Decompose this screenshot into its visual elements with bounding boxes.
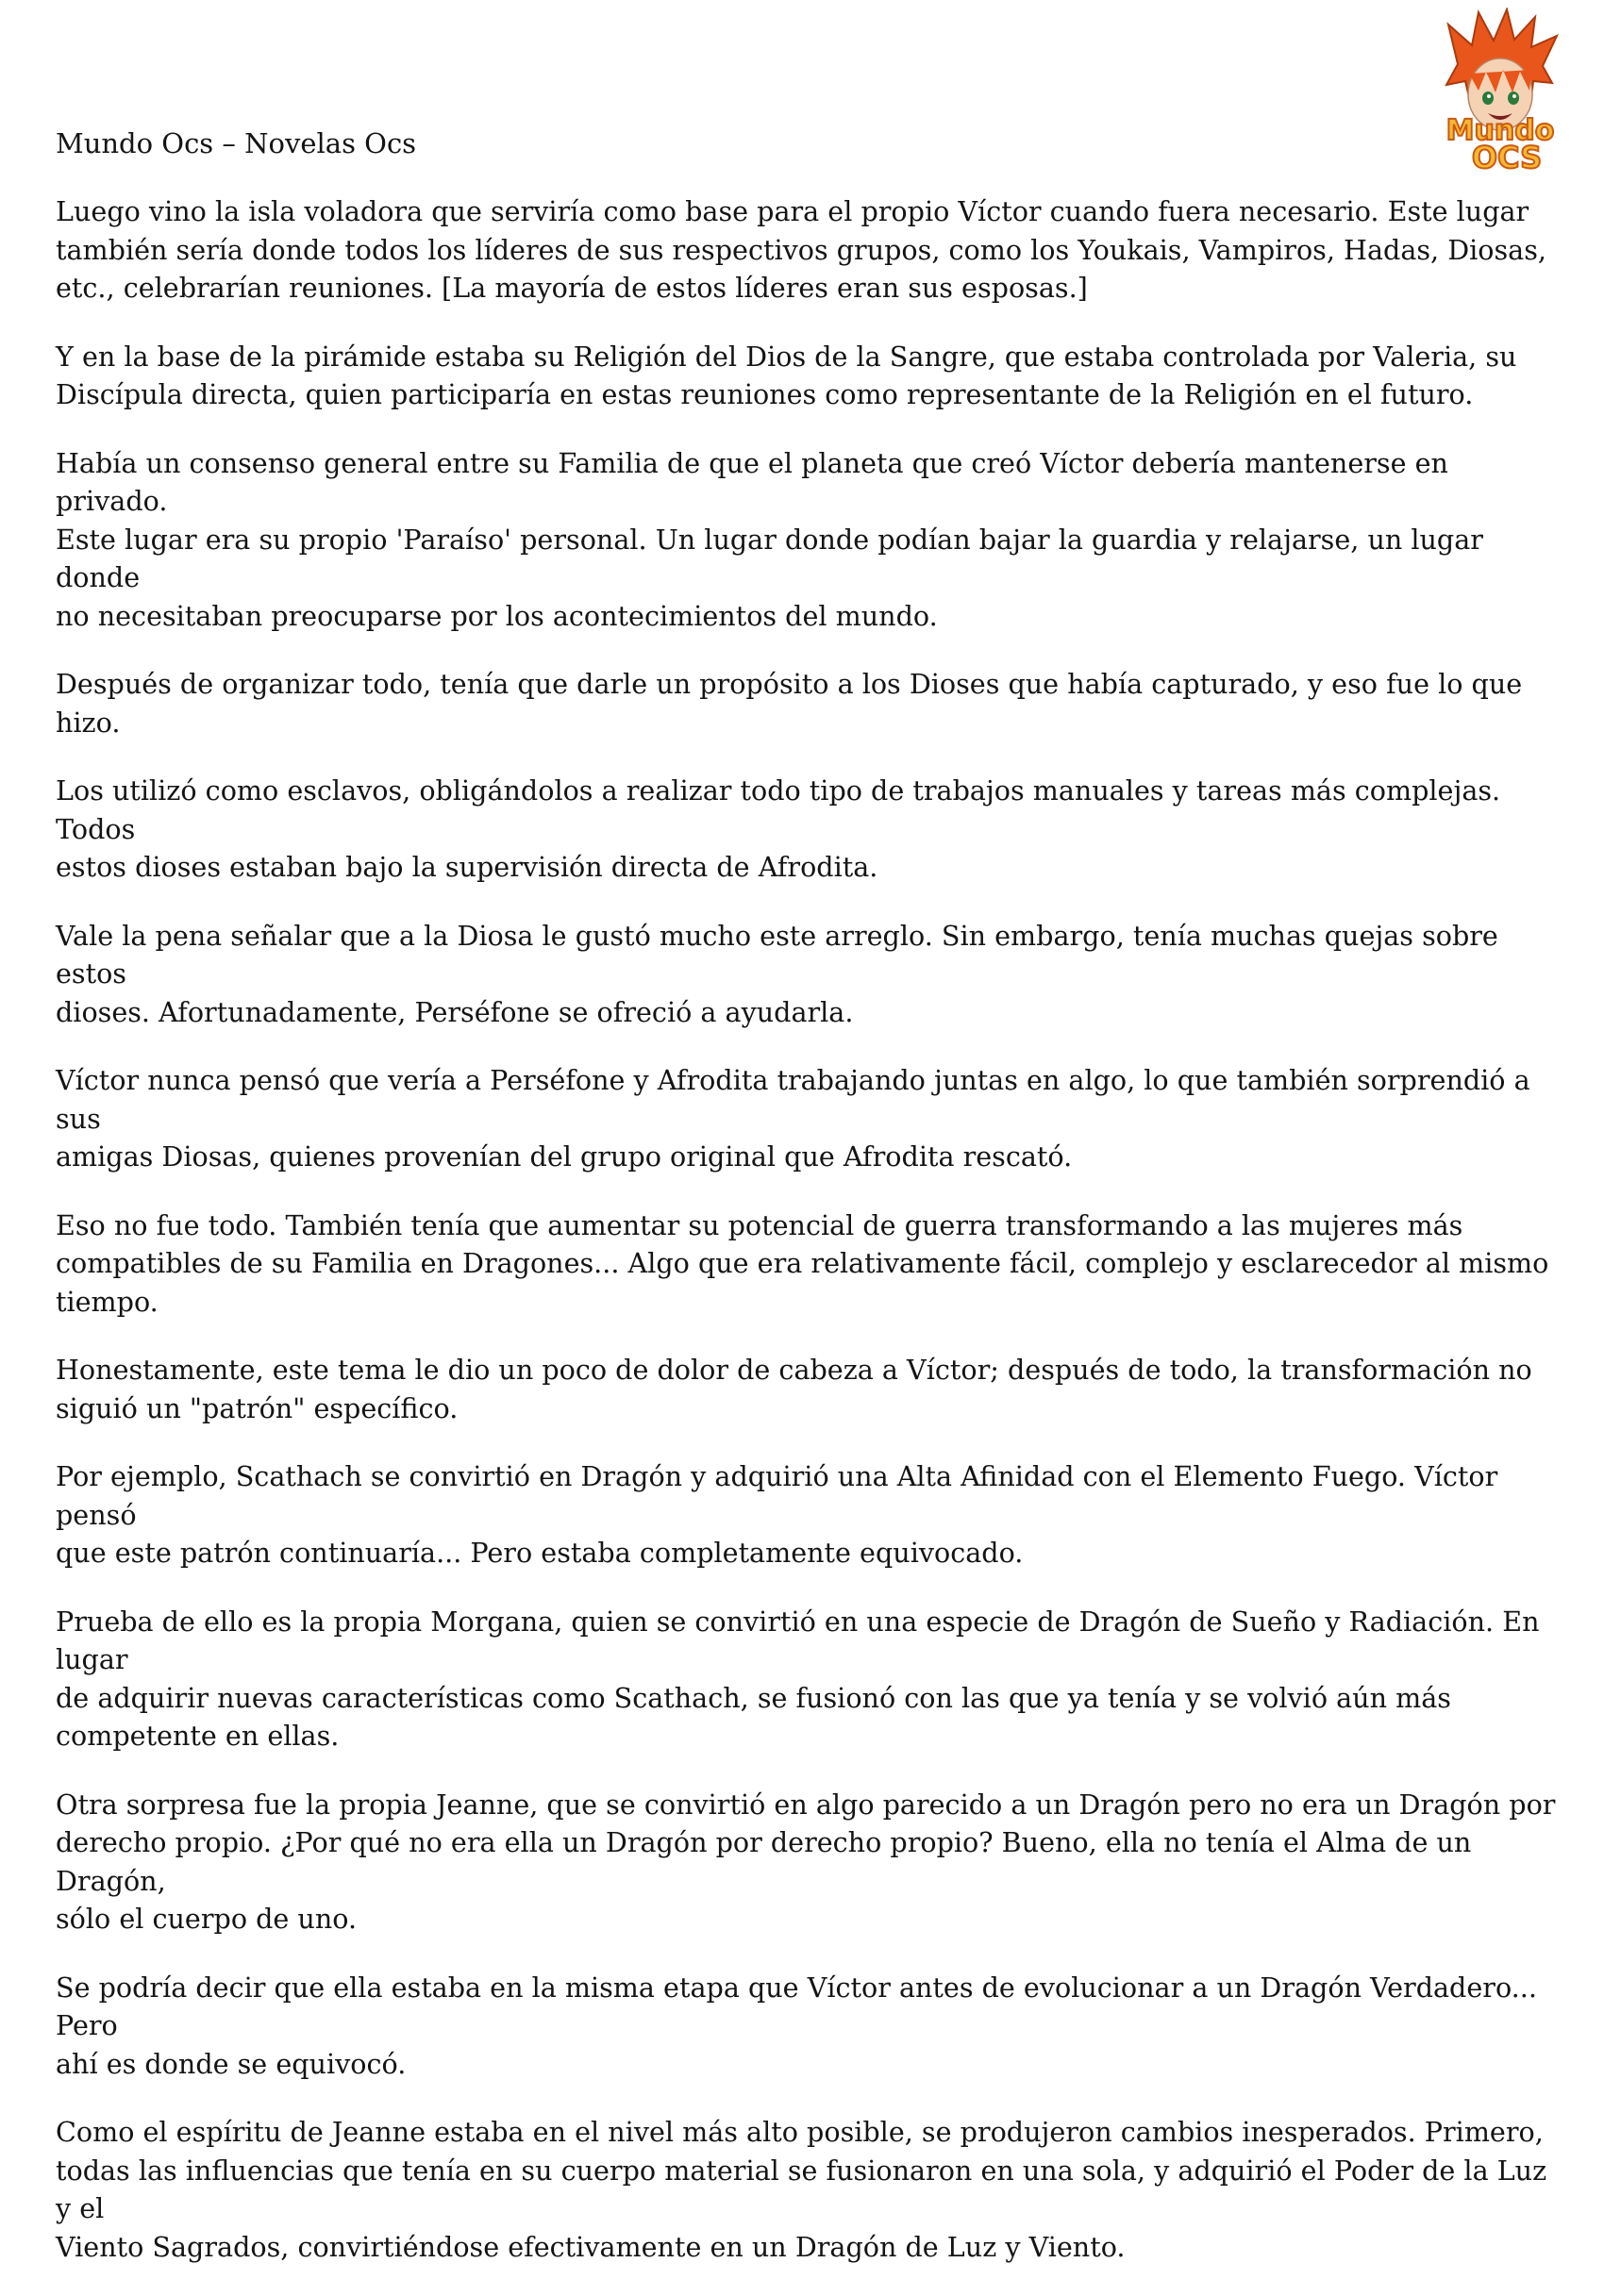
- paragraph: Otra sorpresa fue la propia Jeanne, que se convirtió en algo parecido a un Dragón pero no era un Dragón por derecho propio. ¿Por qué no era ella un Dragón por derecho propio? Bueno, ella no tenía el Alma de un Dragón, sólo el cuerpo de uno.: [56, 1788, 1556, 1935]
- paragraph: Prueba de ello es la propia Morgana, quien se convirtió en una especie de Dragón de Sueño y Radiación. En lugar de adquirir nuevas características como Scathach, se fusionó con las que ya tenía y se volvió aún más competente en ellas.: [56, 1605, 1540, 1752]
- paragraph: Había un consenso general entre su Familia de que el planeta que creó Víctor debería mantenerse en privado. Este lugar era su propio 'Paraíso' personal. Un lugar donde podían bajar la guardia y relajarse, un lugar donde no necesitaban preocuparse por los acontecimientos del mundo.: [56, 446, 1483, 632]
- paragraph: Vale la pena señalar que a la Diosa le gustó mucho este arreglo. Sin embargo, tenía muchas quejas sobre estos dioses. Afortunadamente, Perséfone se ofreció a ayudarla.: [56, 919, 1498, 1028]
- paragraph: Después de organizar todo, tenía que darle un propósito a los Dioses que había capturado, y eso fue lo que hizo.: [56, 668, 1523, 739]
- paragraph: Por ejemplo, Scathach se convirtió en Dragón y adquirió una Alta Afinidad con el Elemento Fuego. Víctor pensó que este patrón continuaría... Pero estaba completamente equivocado.: [56, 1460, 1498, 1569]
- paragraph: Eso no fue todo. También tenía que aumentar su potencial de guerra transformando a las mujeres más compatibles de su Familia en Dragones... Algo que era relativamente fácil, complejo y esclarecedor al mismo tiempo.: [56, 1208, 1549, 1318]
- paragraph: Como el espíritu de Jeanne estaba en el nivel más alto posible, se produjeron cambios inesperados. Primero, todas las influencias que tenía en su cuerpo material se fusionaron en una sola, y adquirió el Poder de la Luz y el Viento Sagrados, convirtiéndose efectivamente en un Dragón de Luz y Viento.: [56, 2116, 1547, 2263]
- paragraph: Se podría decir que ella estaba en la misma etapa que Víctor antes de evolucionar a un Dragón Verdadero... Pero ahí es donde se equivocó.: [56, 1971, 1537, 2080]
- document-body: [56, 192, 1565, 2296]
- paragraph: Víctor nunca pensó que vería a Perséfone y Afrodita trabajando juntas en algo, lo que también sorprendió a sus amigas Diosas, quienes provenían del grupo original que Afrodita rescató.: [56, 1064, 1530, 1173]
- mundo-ocs-logo-icon: [1420, 8, 1580, 173]
- paragraph: Honestamente, este tema le dio un poco de dolor de cabeza a Víctor; después de todo, la transformación no siguió un "patrón" específico.: [56, 1354, 1532, 1424]
- logo-text-line2: OCS: [1471, 140, 1543, 173]
- paragraph: Y en la base de la pirámide estaba su Religión del Dios de la Sangre, que estaba controlada por Valeria, su Discípula directa, quien participaría en estas reuniones como representante de la Religión en el futuro.: [56, 340, 1517, 410]
- logo-text-line1: Mundo: [1445, 114, 1555, 147]
- paragraph: Los utilizó como esclavos, obligándolos a realizar todo tipo de trabajos manuales y tareas más complejas. Todos estos dioses estaban bajo la supervisión directa de Afrodita.: [56, 774, 1501, 883]
- paragraph: Luego vino la isla voladora que serviría como base para el propio Víctor cuando fuera necesario. Este lugar también sería donde todos los líderes de sus respectivos grupos, como los Youkais, Vampiros, Hadas, Diosas, etc., celebrarían reuniones. [La mayoría de estos líderes eran sus esposas.]: [56, 195, 1546, 304]
- page-header: Mundo Ocs – Novelas Ocs: [56, 127, 417, 159]
